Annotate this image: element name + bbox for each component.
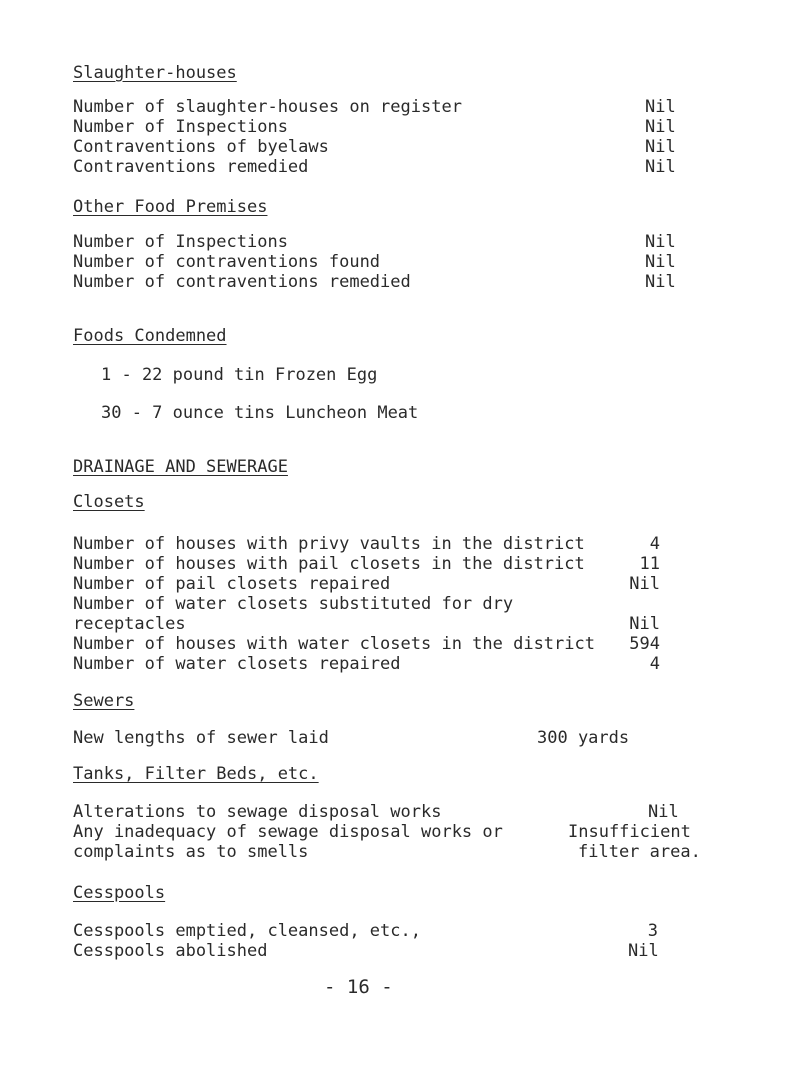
- closets-substituted-value: Nil: [629, 614, 660, 634]
- tanks-inadequacy-label-cont: complaints as to smells: [73, 842, 309, 862]
- closets-water-value: 594: [629, 634, 660, 654]
- slaughter-byelaws-label: Contraventions of byelaws: [73, 137, 329, 157]
- slaughter-inspections-label: Number of Inspections: [73, 117, 288, 137]
- other-food-inspections-value: Nil: [645, 232, 676, 252]
- closets-water-repaired-label: Number of water closets repaired: [73, 654, 401, 674]
- foods-item-egg: 1 - 22 pound tin Frozen Egg: [101, 365, 378, 385]
- drainage-heading: DRAINAGE AND SEWERAGE: [73, 457, 288, 477]
- other-food-found-value: Nil: [645, 252, 676, 272]
- tanks-inadequacy-value-cont: filter area.: [578, 842, 701, 862]
- closets-substituted-label: Number of water closets substituted for dry: [73, 594, 514, 614]
- other-food-heading: Other Food Premises: [73, 197, 268, 217]
- closets-privy-value: 4: [649, 534, 660, 554]
- cesspools-abolished-value: Nil: [628, 941, 659, 961]
- closets-privy-label: Number of houses with privy vaults in the district: [73, 534, 585, 554]
- sewers-lengths-label: New lengths of sewer laid: [73, 728, 329, 748]
- cesspools-heading: Cesspools: [73, 883, 166, 903]
- foods-item-meat: 30 - 7 ounce tins Luncheon Meat: [101, 403, 419, 423]
- slaughter-register-value: Nil: [645, 97, 676, 117]
- slaughter-remedied-value: Nil: [645, 157, 676, 177]
- closets-water-label: Number of houses with water closets in the district: [73, 634, 595, 654]
- closets-pail-repaired-label: Number of pail closets repaired: [73, 574, 391, 594]
- other-food-found-label: Number of contraventions found: [73, 252, 381, 272]
- tanks-alterations-label: Alterations to sewage disposal works: [73, 802, 442, 822]
- closets-pail-repaired-value: Nil: [629, 574, 660, 594]
- foods-heading: Foods Condemned: [73, 326, 227, 346]
- slaughter-remedied-label: Contraventions remedied: [73, 157, 309, 177]
- cesspools-emptied-label: Cesspools emptied, cleansed, etc.,: [73, 921, 421, 941]
- tanks-inadequacy-label: Any inadequacy of sewage disposal works or: [73, 822, 503, 842]
- closets-pail-value: 11: [639, 554, 660, 574]
- tanks-alterations-value: Nil: [648, 802, 679, 822]
- tanks-heading: Tanks, Filter Beds, etc.: [73, 764, 319, 784]
- closets-heading: Closets: [73, 492, 145, 512]
- slaughter-heading: Slaughter-houses: [73, 63, 237, 83]
- other-food-inspections-label: Number of Inspections: [73, 232, 288, 252]
- cesspools-abolished-label: Cesspools abolished: [73, 941, 268, 961]
- slaughter-byelaws-value: Nil: [645, 137, 676, 157]
- sewers-lengths-value: 300 yards: [537, 728, 630, 748]
- closets-pail-label: Number of houses with pail closets in the district: [73, 554, 585, 574]
- page-number: - 16 -: [324, 976, 393, 998]
- other-food-remedied-value: Nil: [645, 272, 676, 292]
- sewers-heading: Sewers: [73, 691, 135, 711]
- slaughter-register-label: Number of slaughter-houses on register: [73, 97, 462, 117]
- cesspools-emptied-value: 3: [647, 921, 658, 941]
- tanks-inadequacy-value: Insufficient: [568, 822, 691, 842]
- slaughter-inspections-value: Nil: [645, 117, 676, 137]
- closets-water-repaired-value: 4: [649, 654, 660, 674]
- other-food-remedied-label: Number of contraventions remedied: [73, 272, 411, 292]
- closets-substituted-label-cont: receptacles: [73, 614, 186, 634]
